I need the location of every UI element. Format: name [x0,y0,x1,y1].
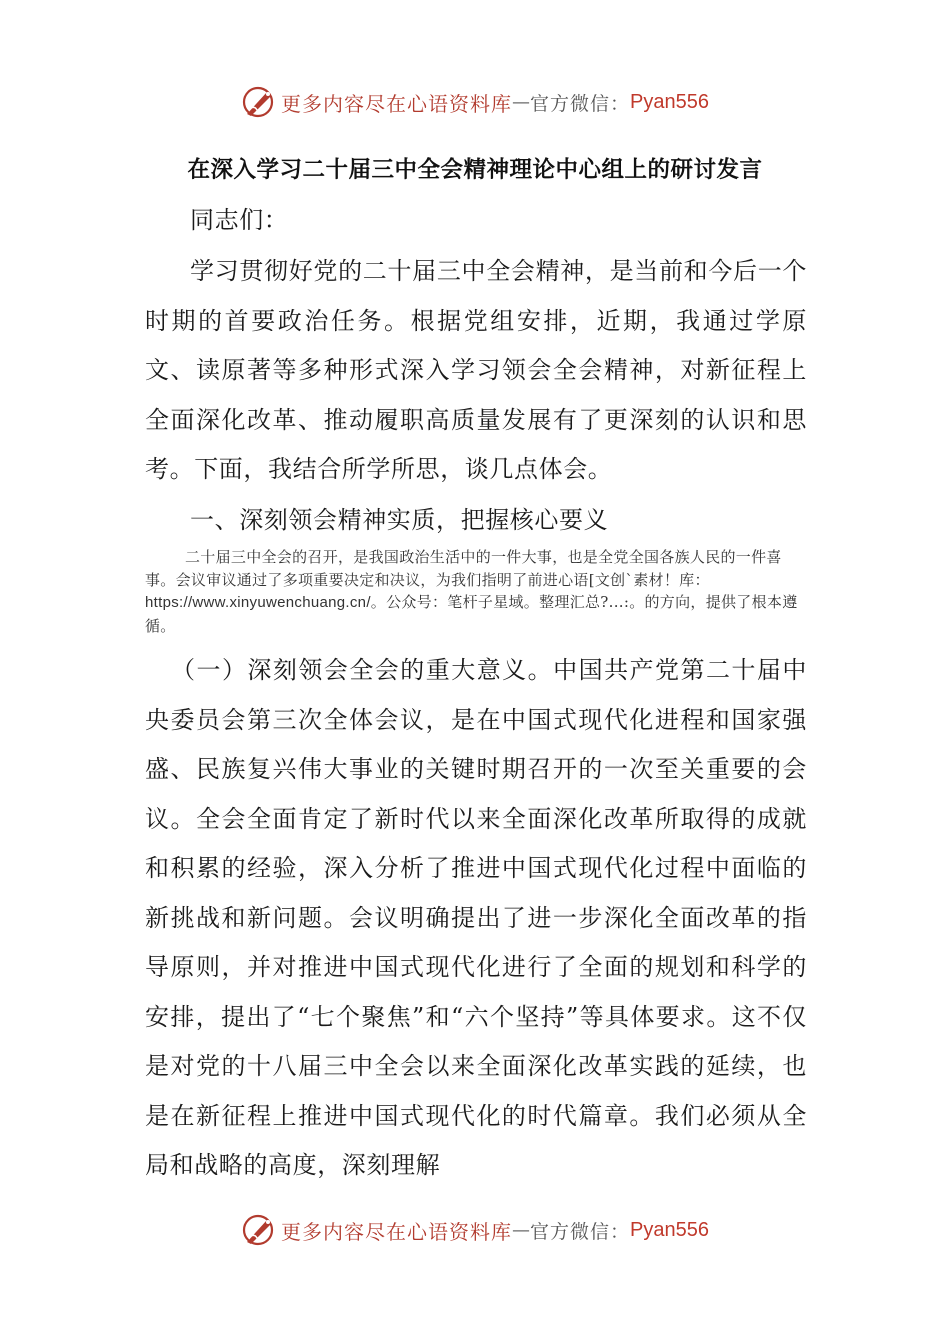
note-text-part-2: 。公众号：笔杆子星域。整理汇总?...:。的方向，提供了根本遵循。 [145,593,798,635]
banner-contact-id: Pyan556 [630,1218,709,1241]
greeting: 同志们： [190,206,289,234]
paragraph-2: （一）深刻领会全会的重大意义。中国共产党第二十届中央委员会第三次全体会议，是在中国式现代化进程和国家强盛、民族复兴伟大事业的关键时期召开的一次至关重要的会议。全会全面肯定了新时代以来全面深化改革所取得的成就和积累的经验，深入分析了推进中国式现代化过程中面临的新挑战和新问题。会议明确提出了进一步深化全面改革的指导原则，并对推进中国式现代化进行了全面的规划和科学的安排，提出了“七个聚焦”和“六个坚持”等具体要求。这不仅是对党的十八届三中全会以来全面深化改革实践的延续，也是在新征程上推进中国式现代化的时代篇章。我们必须从全局和战略的高度，深刻理解 [145,656,807,1179]
banner-contact-label: 官方微信： [530,92,631,115]
banner-dash: — [512,1219,530,1241]
note-text-part-1: 二十届三中全会的召开，是我国政治生活中的一件大事，也是全党全国各族人民的一件喜事。会议审议通过了多项重要决定和决议，为我们指明了前进心语[文创`素材！库： [145,548,782,589]
banner-contact-label: 官方微信： [530,1220,631,1243]
banner-text: 更多内容尽在心语资料库 [281,1219,512,1244]
section-heading-1: 一、深刻领会精神实质，把握核心要义 [190,506,609,534]
banner-dash: — [512,91,530,113]
banner-text: 更多内容尽在心语资料库 [281,91,512,116]
document-title: 在深入学习二十届三中全会精神理论中心组上的研讨发言 [187,157,763,183]
banner-contact-id: Pyan556 [630,90,709,113]
inserted-note [145,546,807,637]
pen-nib-logo-icon [241,1212,277,1248]
pen-nib-logo-icon [241,84,277,120]
header-watermark-banner [0,80,950,124]
paragraph-1: 学习贯彻好党的二十届三中全会精神，是当前和今后一个时期的首要政治任务。根据党组安排，近期，我通过学原文、读原著等多种形式深入学习领会全会精神，对新征程上全面深化改革、推动履职高质量发展有了更深刻的认识和思考。下面，我结合所学所思，谈几点体会。 [145,257,807,483]
footer-watermark-banner [0,1208,950,1252]
note-url: https://www.xinyuwenchuang.cn/ [145,594,371,611]
